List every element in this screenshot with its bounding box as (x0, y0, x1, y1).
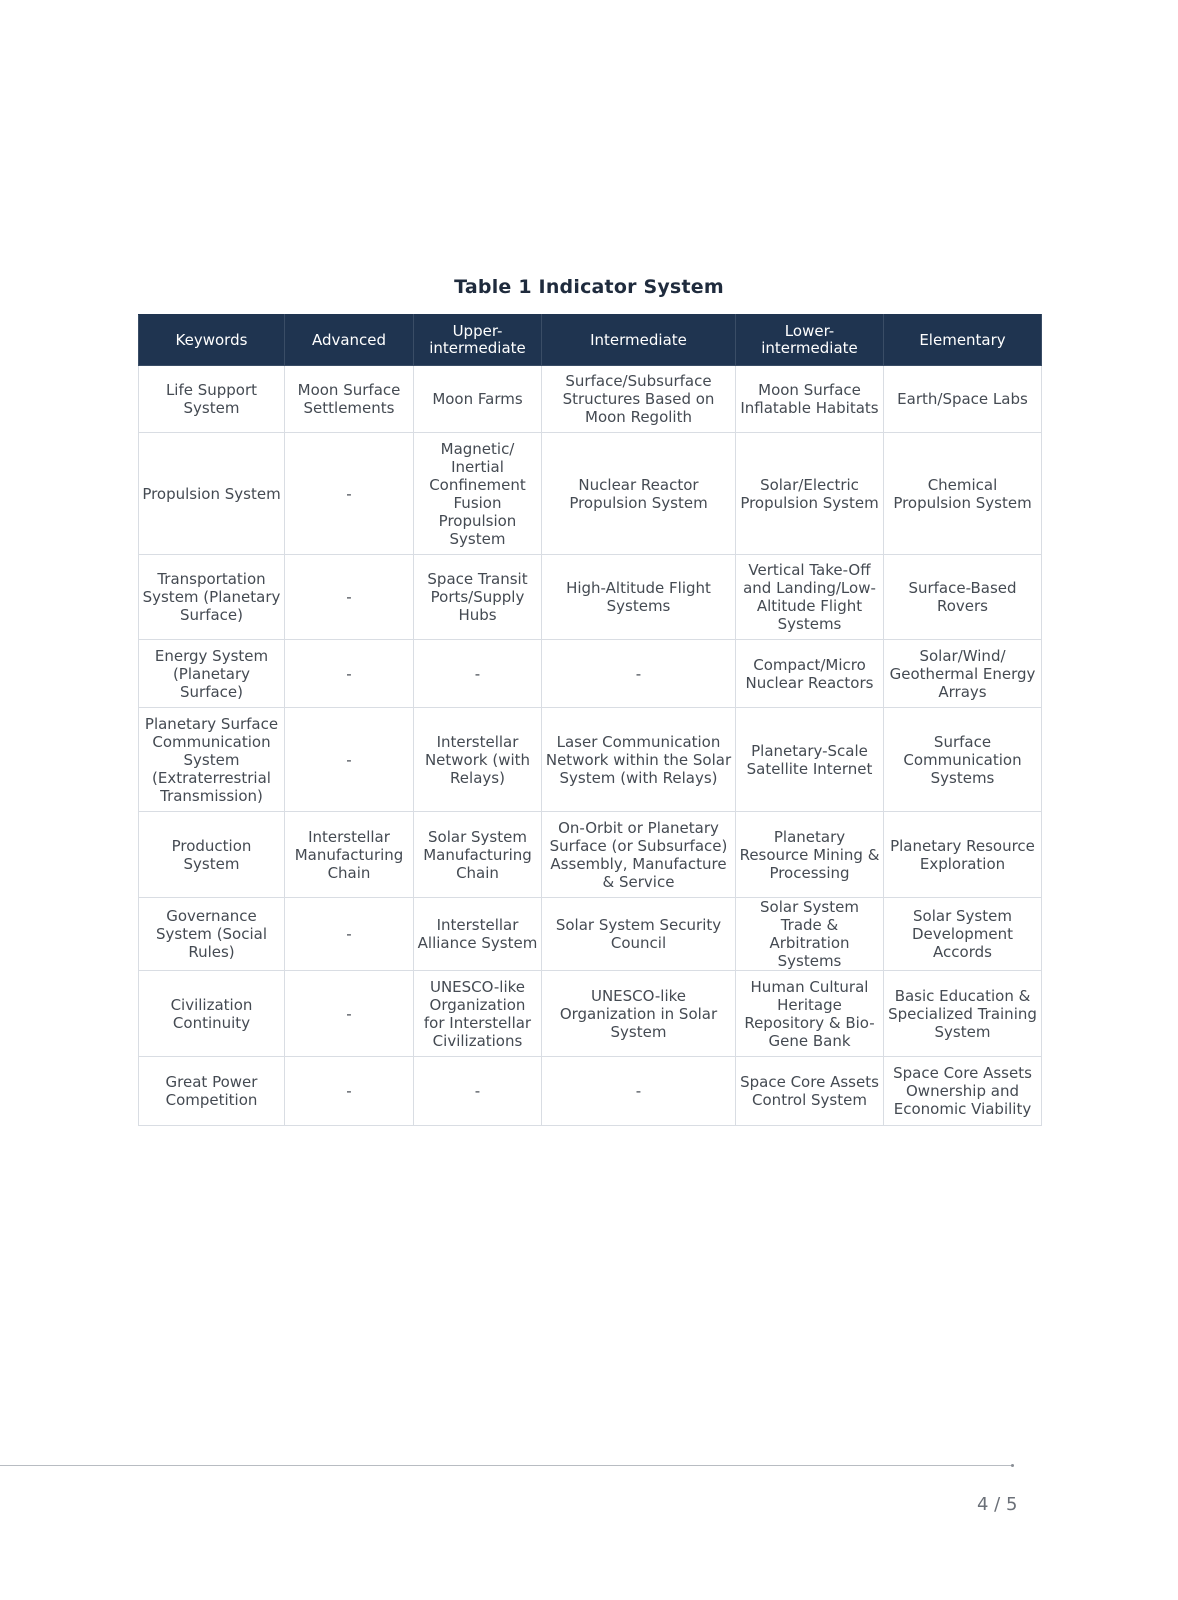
table-cell: Solar System Trade & Arbitration Systems (736, 898, 884, 971)
keyword-cell: Governance System (Social Rules) (139, 898, 285, 971)
column-header: Advanced (285, 315, 414, 366)
header-row (139, 315, 1042, 366)
table-cell: Laser Communication Network within the Solar System (with Relays) (542, 708, 736, 812)
column-header: Intermediate (542, 315, 736, 366)
table-cell: Solar System Security Council (542, 898, 736, 971)
column-header: Lower- intermediate (736, 315, 884, 366)
table-row (139, 433, 1042, 555)
table-cell: Human Cultural Heritage Repository & Bio-Gene Bank (736, 971, 884, 1057)
table-cell: Solar/Wind/ Geothermal Energy Arrays (884, 640, 1042, 708)
table-row (139, 1057, 1042, 1126)
table-cell: Interstellar Manufacturing Chain (285, 812, 414, 898)
table-cell: Planetary Resource Exploration (884, 812, 1042, 898)
table-cell: UNESCO-like Organization in Solar System (542, 971, 736, 1057)
keyword-cell: Life Support System (139, 366, 285, 433)
table-cell: Planetary Resource Mining & Processing (736, 812, 884, 898)
footer-divider (0, 1465, 1012, 1466)
table-cell: - (542, 640, 736, 708)
table-cell: Solar System Development Accords (884, 898, 1042, 971)
table-cell: Surface/Subsurface Structures Based on Moon Regolith (542, 366, 736, 433)
table-cell: Solar System Manufacturing Chain (414, 812, 542, 898)
table-cell: Nuclear Reactor Propulsion System (542, 433, 736, 555)
table-cell: UNESCO-like Organization for Interstellar Civilizations (414, 971, 542, 1057)
table-cell: Moon Farms (414, 366, 542, 433)
table-cell: Earth/Space Labs (884, 366, 1042, 433)
table-cell: Moon Surface Inflatable Habitats (736, 366, 884, 433)
table-cell: Surface Communication Systems (884, 708, 1042, 812)
keyword-cell: Propulsion System (139, 433, 285, 555)
table-row (139, 812, 1042, 898)
column-header: Elementary (884, 315, 1042, 366)
table-cell: Magnetic/ Inertial Confinement Fusion Propulsion System (414, 433, 542, 555)
table-cell: Vertical Take-Off and Landing/Low-Altitude Flight Systems (736, 555, 884, 640)
table-cell: - (542, 1057, 736, 1126)
keyword-cell: Great Power Competition (139, 1057, 285, 1126)
table-cell: - (414, 1057, 542, 1126)
table-body (139, 366, 1042, 1126)
keyword-cell: Transportation System (Planetary Surface) (139, 555, 285, 640)
table-title: Table 1 Indicator System (454, 276, 724, 298)
table-cell: Space Core Assets Ownership and Economic Viability (884, 1057, 1042, 1126)
keyword-cell: Civilization Continuity (139, 971, 285, 1057)
table-cell: - (285, 708, 414, 812)
table-row (139, 640, 1042, 708)
table-row (139, 366, 1042, 433)
indicator-table (138, 314, 1042, 1126)
table-cell: - (285, 555, 414, 640)
table-cell: - (414, 640, 542, 708)
table-cell: Chemical Propulsion System (884, 433, 1042, 555)
page-number: 4 / 5 (977, 1494, 1018, 1515)
table-cell: High-Altitude Flight Systems (542, 555, 736, 640)
table-cell: Surface-Based Rovers (884, 555, 1042, 640)
keyword-cell: Planetary Surface Communication System (Extraterrestrial Transmission) (139, 708, 285, 812)
table-cell: - (285, 971, 414, 1057)
table-cell: Space Transit Ports/Supply Hubs (414, 555, 542, 640)
table-cell: - (285, 640, 414, 708)
table-cell: Basic Education & Specialized Training System (884, 971, 1042, 1057)
table-cell: Interstellar Network (with Relays) (414, 708, 542, 812)
table-cell: - (285, 898, 414, 971)
column-header: Keywords (139, 315, 285, 366)
table-cell: Space Core Assets Control System (736, 1057, 884, 1126)
table-cell: - (285, 433, 414, 555)
table-cell: - (285, 1057, 414, 1126)
table-cell: Compact/Micro Nuclear Reactors (736, 640, 884, 708)
table-row (139, 898, 1042, 971)
table-cell: Interstellar Alliance System (414, 898, 542, 971)
table-cell: Planetary-Scale Satellite Internet (736, 708, 884, 812)
table-cell: Moon Surface Settlements (285, 366, 414, 433)
table-row (139, 971, 1042, 1057)
column-header: Upper- intermediate (414, 315, 542, 366)
keyword-cell: Energy System (Planetary Surface) (139, 640, 285, 708)
table-header (139, 315, 1042, 366)
table-row (139, 708, 1042, 812)
table-row (139, 555, 1042, 640)
keyword-cell: Production System (139, 812, 285, 898)
table-cell: On-Orbit or Planetary Surface (or Subsurface) Assembly, Manufacture & Service (542, 812, 736, 898)
table-cell: Solar/Electric Propulsion System (736, 433, 884, 555)
